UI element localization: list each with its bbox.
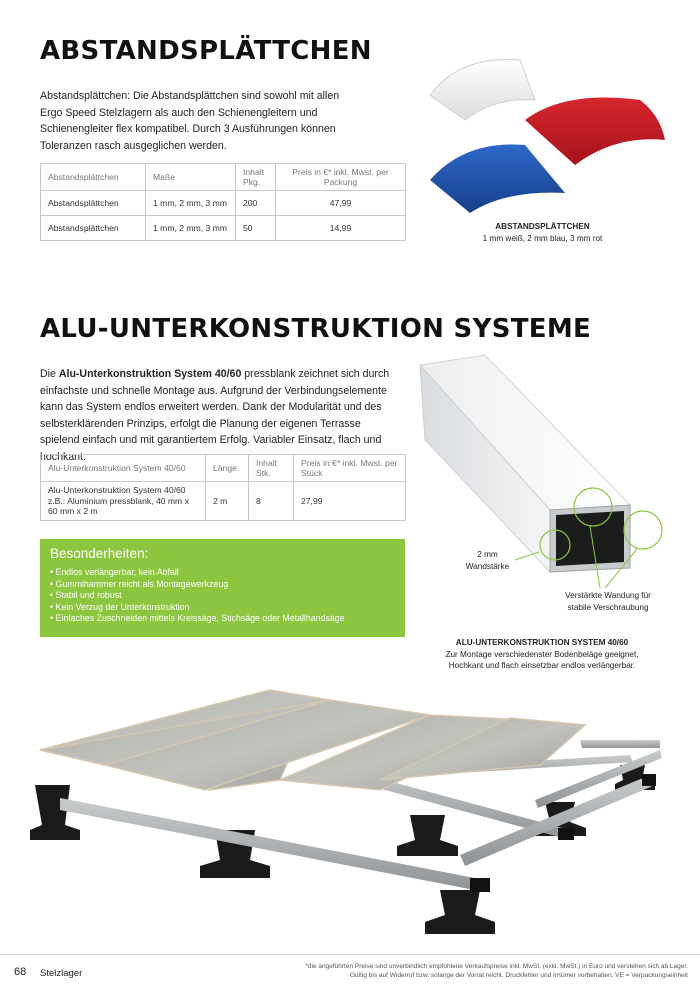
blue-spacer xyxy=(430,144,565,213)
cell: 200 xyxy=(236,191,276,216)
cell: 1 mm, 2 mm, 3 mm xyxy=(146,216,236,241)
alu-col-price: Preis in €* inkl. Mwst. per Stück xyxy=(294,455,406,482)
features-title: Besonderheiten: xyxy=(50,546,149,561)
cell: Abstandsplättchen xyxy=(41,216,146,241)
alu-caption-text: Zur Montage verschiedenster Bodenbeläge geeignet, Hochkant und flach einsetzbar endlos verlängerbar. xyxy=(445,649,639,670)
alu-table xyxy=(40,454,406,521)
list-item: • Kein Verzug der Unterkonstruktion xyxy=(50,602,395,614)
list-item: • Endlos verlängerbar, kein Abfall xyxy=(50,567,395,579)
alu-col-name: Alu-Unterkonstruktion System 40/60 xyxy=(41,455,206,482)
white-spacer xyxy=(430,59,535,120)
page-number: 68 xyxy=(14,966,27,978)
cell: 1 mm, 2 mm, 3 mm xyxy=(146,191,236,216)
features-box xyxy=(40,539,405,637)
alu-profile-image xyxy=(415,350,675,595)
cell: 2 m xyxy=(206,482,249,521)
cell: Abstandsplättchen xyxy=(41,191,146,216)
spacers-col-size: Maße xyxy=(146,164,236,191)
cell: 8 xyxy=(249,482,294,521)
callout-reinforced-wall: Verstärkte Wandung für stabile Verschraubung xyxy=(565,591,651,612)
alu-intro-bold: Alu-Unterkonstruktion System 40/60 xyxy=(58,368,242,380)
footer-section: Stelzlager xyxy=(40,968,83,979)
spacers-table xyxy=(40,163,406,241)
cell: 50 xyxy=(236,216,276,241)
list-item: • Einfaches Zuschneiden mittels Kreissäge, Stichsäge oder Metallhandsäge xyxy=(50,613,395,625)
table-row xyxy=(41,191,406,216)
footer-note-1: *die angeführten Preise sind unverbindlich empfohlene Verkaufspreise inkl. MwSt. (exkl. MwSt.) in Euro und verstehen sich ab Lager. xyxy=(305,963,688,970)
spacers-title: ABSTANDSPLÄTTCHEN xyxy=(40,36,372,66)
red-spacer xyxy=(525,98,665,166)
alu-col-qty: Inhalt Stk. xyxy=(249,455,294,482)
cell: 14,99 xyxy=(276,216,406,241)
cell: 27,99 xyxy=(294,482,406,521)
spacers-col-qty: Inhalt Pkg. xyxy=(236,164,276,191)
cell: 47,99 xyxy=(276,191,406,216)
alu-title: ALU-UNTERKONSTRUKTION SYSTEME xyxy=(40,314,592,344)
footer-divider xyxy=(0,954,700,955)
list-item: • Stabil und robust xyxy=(50,590,395,602)
alu-intro-rest: pressblank zeichnet sich durch einfachste und schnelle Montage aus. Aufgrund der Verbindungselemente kann das System endlos erweitert werden. Dank der Modularität und des selbsterklärenden Prinzips, erfolgt die Planung der eigenen Terrasse spielend einfach und mit garantiertem Erfolg. Variabler Einsatz, flach und hochkant. xyxy=(40,368,390,463)
cell: Alu-Unterkonstruktion System 40/60 z.B.: Aluminium pressblank, 40 mm x 60 mm x 2 m xyxy=(41,482,206,521)
spacers-col-name: Abstandsplättchen xyxy=(41,164,146,191)
alu-intro-prefix: Die xyxy=(40,368,59,380)
alu-col-length: Länge xyxy=(206,455,249,482)
callout-wall-thickness: 2 mm Wandstärke xyxy=(465,550,510,571)
features-list xyxy=(50,567,395,625)
spacers-caption-title: ABSTANDSPLÄTTCHEN xyxy=(495,222,590,231)
deck-substructure-image xyxy=(30,680,670,950)
alu-caption xyxy=(432,637,652,672)
alu-caption-title: ALU-UNTERKONSTRUKTION SYSTEM 40/60 xyxy=(455,638,629,647)
spacers-caption-text: 1 mm weiß, 2 mm blau, 3 mm rot xyxy=(482,233,603,243)
spacers-col-price: Preis in €* inkl. Mwst. per Packung xyxy=(276,164,406,191)
footer-note xyxy=(200,962,688,980)
list-item: • Gummihammer reicht als Montagewerkzeug xyxy=(50,579,395,591)
spacer-plates-image xyxy=(425,45,675,215)
alu-intro xyxy=(40,366,395,465)
spacers-caption xyxy=(455,221,630,244)
footer-note-2: Gültig bis auf Widerruf bzw. solange der Vorrat reicht. Druckfehler und Irrtümer vorbehalten. VE = Verpackungseinheit xyxy=(350,972,688,979)
spacers-intro: Abstandsplättchen: Die Abstandsplättchen sind sowohl mit allen Ergo Speed Stelzlagern als auch den Schienengleitern und Schienengleiter flex kompatibel. Durch 3 Ausführungen können Toleranzen rasch ausgeglichen werden. xyxy=(40,90,340,152)
table-row xyxy=(41,216,406,241)
table-row xyxy=(41,482,406,521)
